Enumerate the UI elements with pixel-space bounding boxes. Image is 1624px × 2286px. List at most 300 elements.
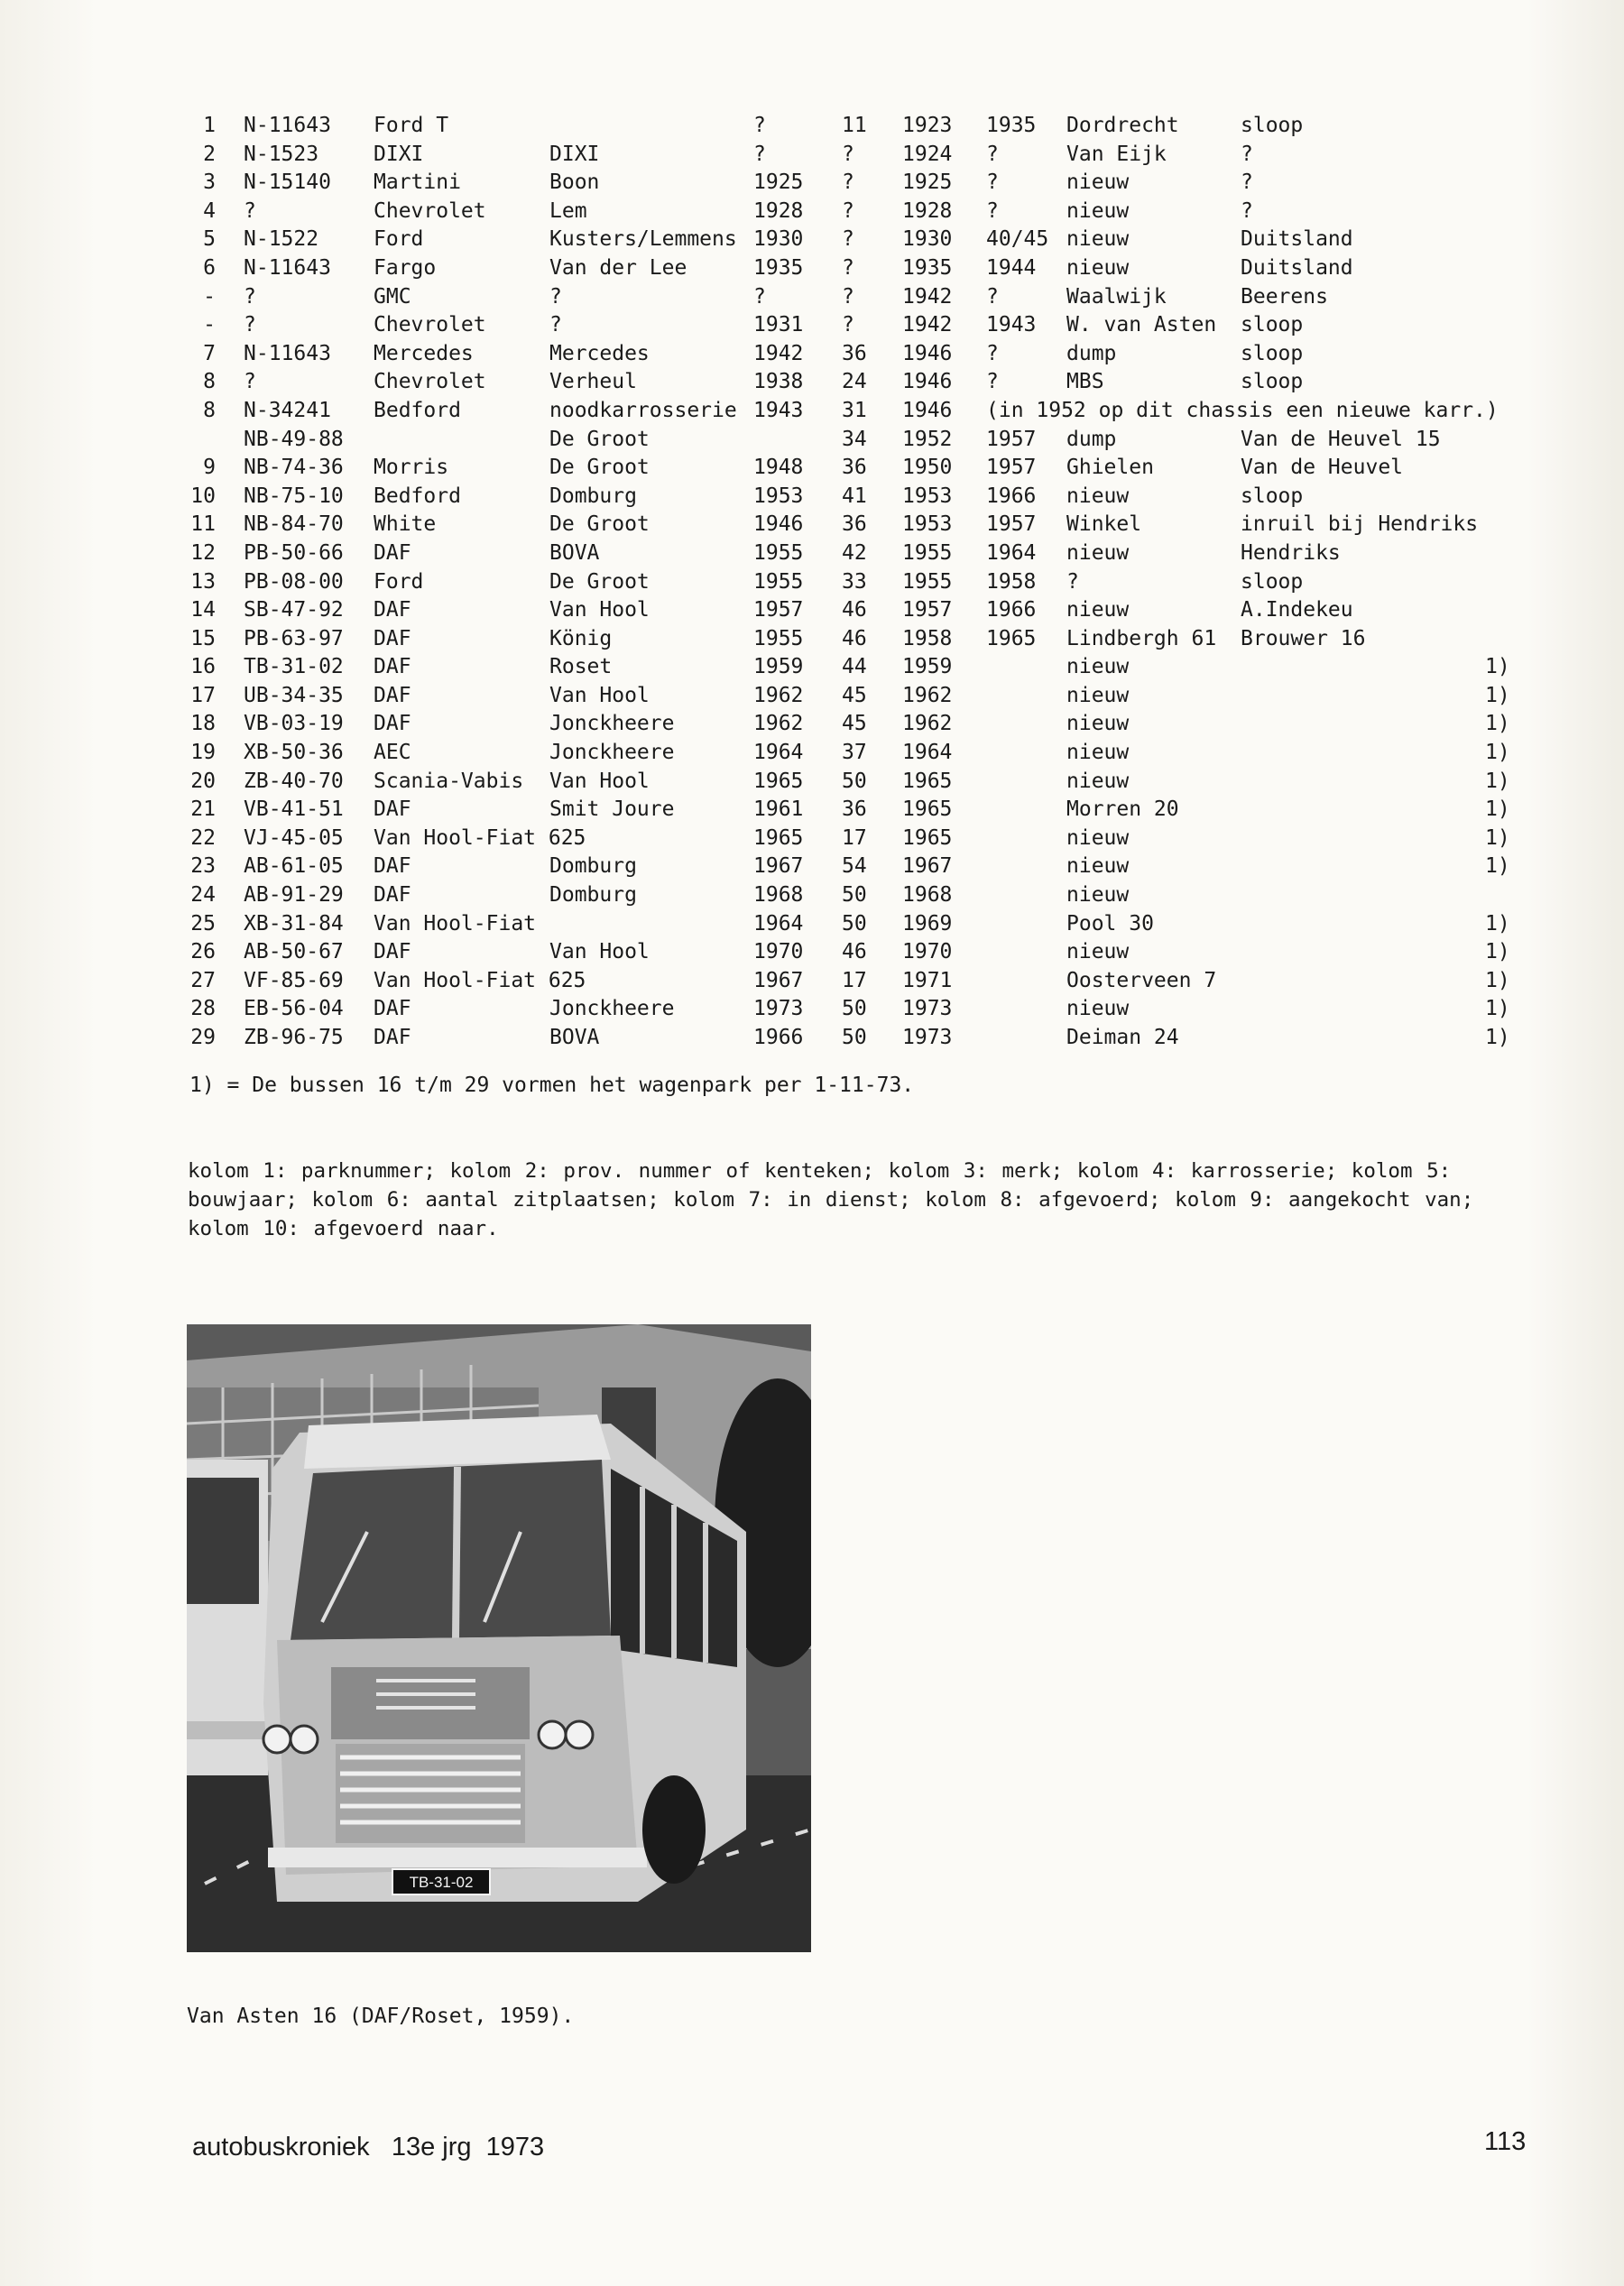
cell-park-number: 20: [190, 769, 216, 793]
cell-make: Van Hool-Fiat: [374, 911, 537, 936]
cell-in-service: 1971: [902, 968, 953, 992]
column-legend: kolom 1: parknummer; kolom 2: prov. nummer of kenteken; kolom 3: merk; kolom 4: karrosserie; kolom 5: bouwjaar; kolom 6: aantal zitplaatsen; kolom 7: in dienst; kolom 8: afgevoerd; kolom 9: aangekocht van; kolom 10: afgevoerd naar.: [188, 1159, 1474, 1240]
cell-coachwork: Domburg: [549, 854, 637, 879]
cell-year-built: ?: [753, 114, 766, 137]
cell-bought-from: dump: [1066, 341, 1117, 365]
cell-park-number: 5: [203, 227, 216, 252]
cell-seats: 36: [842, 456, 867, 480]
footnote-marker: 1): [1485, 997, 1510, 1021]
cell-in-service: 1969: [902, 911, 953, 936]
cell-bought-from: MBS: [1066, 370, 1104, 394]
cell-withdrawn: 1944: [986, 255, 1037, 280]
cell-park-number: 26: [190, 940, 216, 964]
cell-in-service: 1955: [902, 540, 953, 565]
footnote-marker: 1): [1485, 683, 1510, 707]
cell-make: Van Hool-Fiat 625: [374, 825, 586, 850]
cell-make: Bedford: [374, 398, 461, 422]
cell-disposed-to: Van de Heuvel: [1241, 456, 1404, 480]
cell-withdrawn: 1943: [986, 313, 1037, 337]
cell-seats: ?: [842, 227, 854, 252]
cell-year-built: 1943: [753, 398, 804, 422]
cell-registration: N-11643: [244, 341, 331, 365]
cell-disposed-to: sloop: [1241, 484, 1304, 508]
cell-make: DAF: [374, 797, 411, 822]
cell-registration: AB-50-67: [244, 940, 344, 964]
cell-make: DAF: [374, 1026, 411, 1049]
cell-in-service: 1924: [902, 142, 953, 166]
cell-make: GMC: [374, 284, 411, 309]
cell-park-number: 3: [203, 171, 216, 195]
cell-bought-from: nieuw: [1066, 227, 1130, 252]
cell-in-service: 1925: [902, 171, 953, 195]
cell-seats: 31: [842, 398, 867, 422]
cell-in-service: 1935: [902, 255, 953, 280]
cell-year-built: 1964: [753, 741, 804, 765]
cell-seats: 33: [842, 569, 867, 594]
cell-registration: ZB-40-70: [244, 769, 344, 793]
cell-park-number: 14: [190, 598, 216, 622]
cell-make: Martini: [374, 171, 461, 195]
cell-registration: N-1523: [244, 142, 319, 166]
cell-year-built: 1970: [753, 940, 804, 964]
cell-seats: 44: [842, 655, 867, 679]
cell-seats: ?: [842, 142, 854, 166]
cell-park-number: 11: [190, 512, 216, 537]
cell-bought-from: Ghielen: [1066, 456, 1154, 480]
cell-park-number: 10: [190, 484, 216, 508]
cell-park-number: -: [203, 313, 216, 337]
cell-bought-from: nieuw: [1066, 883, 1130, 908]
cell-bought-from: Deiman 24: [1066, 1026, 1179, 1049]
cell-make: DAF: [374, 854, 411, 879]
cell-withdrawn: ?: [986, 142, 999, 166]
cell-seats: 17: [842, 825, 867, 850]
cell-park-number: 8: [203, 370, 216, 394]
cell-registration: ?: [244, 313, 256, 337]
cell-park-number: 8: [203, 398, 216, 422]
cell-coachwork: Verheul: [549, 370, 637, 394]
cell-make: DIXI: [374, 142, 424, 166]
cell-seats: 36: [842, 341, 867, 365]
cell-seats: 17: [842, 968, 867, 992]
cell-seats: 50: [842, 1026, 867, 1049]
cell-make: Scania-Vabis: [374, 769, 524, 793]
footnote-marker: 1): [1485, 769, 1510, 793]
cell-registration: N-15140: [244, 171, 331, 195]
cell-seats: ?: [842, 255, 854, 280]
cell-coachwork: Jonckheere: [549, 712, 675, 736]
cell-disposed-to: Hendriks: [1241, 540, 1341, 565]
cell-bought-from: nieuw: [1066, 255, 1130, 280]
cell-year-built: ?: [753, 142, 766, 166]
cell-bought-from: dump: [1066, 427, 1117, 451]
cell-year-built: 1938: [753, 370, 804, 394]
cell-year-built: 1935: [753, 255, 804, 280]
cell-registration: NB-75-10: [244, 484, 344, 508]
cell-disposed-to: Brouwer 16: [1241, 626, 1366, 650]
cell-year-built: 1955: [753, 540, 804, 565]
cell-park-number: 21: [190, 797, 216, 822]
cell-disposed-to: Duitsland: [1241, 227, 1353, 252]
cell-registration: N-11643: [244, 114, 331, 137]
cell-park-number: 29: [190, 1026, 216, 1049]
cell-registration: UB-34-35: [244, 683, 344, 707]
cell-bought-from: nieuw: [1066, 940, 1130, 964]
cell-park-number: 2: [203, 142, 216, 166]
photo-caption: Van Asten 16 (DAF/Roset, 1959).: [187, 2005, 575, 2028]
cell-year-built: 1973: [753, 997, 804, 1021]
cell-make: AEC: [374, 741, 411, 765]
cell-make: Chevrolet: [374, 370, 486, 394]
cell-bought-from: Lindbergh 61: [1066, 626, 1217, 650]
cell-disposed-to: sloop: [1241, 569, 1304, 594]
cell-bought-from: nieuw: [1066, 598, 1130, 622]
cell-seats: 45: [842, 683, 867, 707]
cell-year-built: 1930: [753, 227, 804, 252]
cell-withdrawn: 1957: [986, 427, 1037, 451]
cell-withdrawn: ?: [986, 284, 999, 309]
cell-withdrawn: 1966: [986, 598, 1037, 622]
cell-park-number: 25: [190, 911, 216, 936]
cell-coachwork: Lem: [549, 198, 587, 223]
cell-year-built: 1967: [753, 968, 804, 992]
cell-seats: 50: [842, 997, 867, 1021]
cell-make: DAF: [374, 626, 411, 650]
cell-year-built: 1925: [753, 171, 804, 195]
cell-seats: 34: [842, 427, 867, 451]
cell-coachwork: BOVA: [549, 1026, 600, 1049]
footnote-marker: 1): [1485, 911, 1510, 936]
cell-coachwork: Van der Lee: [549, 255, 687, 280]
cell-disposed-to: sloop: [1241, 370, 1304, 394]
cell-in-service: 1946: [902, 341, 953, 365]
cell-park-number: 6: [203, 255, 216, 280]
cell-park-number: 4: [203, 198, 216, 223]
cell-registration: PB-08-00: [244, 569, 344, 594]
cell-coachwork: De Groot: [549, 456, 650, 480]
cell-bought-from: Winkel: [1066, 512, 1142, 537]
cell-in-service: 1973: [902, 997, 953, 1021]
cell-in-service: 1955: [902, 569, 953, 594]
cell-registration: XB-50-36: [244, 741, 344, 765]
cell-registration: ?: [244, 284, 256, 309]
cell-park-number: 16: [190, 655, 216, 679]
cell-coachwork: ?: [549, 284, 562, 309]
cell-in-service: 1953: [902, 484, 953, 508]
cell-registration: AB-91-29: [244, 883, 344, 908]
cell-in-service: 1946: [902, 370, 953, 394]
publication-footer: autobuskroniek 13e jrg 1973: [192, 2133, 545, 2162]
cell-in-service: 1973: [902, 1026, 953, 1049]
cell-registration: ?: [244, 370, 256, 394]
cell-coachwork: König: [549, 626, 613, 650]
cell-make: Van Hool-Fiat 625: [374, 968, 586, 992]
cell-bought-from: nieuw: [1066, 171, 1130, 195]
cell-bought-from: nieuw: [1066, 769, 1130, 793]
cell-disposed-to: ?: [1241, 142, 1253, 166]
cell-year-built: 1966: [753, 1026, 804, 1049]
cell-withdrawn: 1957: [986, 456, 1037, 480]
footnote-marker: 1): [1485, 940, 1510, 964]
bus-photo: [187, 1324, 811, 1952]
cell-registration: PB-50-66: [244, 540, 344, 565]
cell-park-number: 22: [190, 825, 216, 850]
cell-seats: 24: [842, 370, 867, 394]
cell-seats: 46: [842, 626, 867, 650]
cell-park-number: 23: [190, 854, 216, 879]
cell-bought-from: nieuw: [1066, 825, 1130, 850]
cell-make: DAF: [374, 883, 411, 908]
cell-registration: PB-63-97: [244, 626, 344, 650]
cell-in-service: 1942: [902, 284, 953, 309]
footnote-marker: 1): [1485, 968, 1510, 992]
cell-bought-from: nieuw: [1066, 484, 1130, 508]
cell-year-built: 1964: [753, 911, 804, 936]
cell-seats: ?: [842, 284, 854, 309]
footnote-marker: 1): [1485, 655, 1510, 679]
footnote: 1) = De bussen 16 t/m 29 vormen het wagenpark per 1-11-73.: [189, 1074, 915, 1097]
cell-registration: NB-74-36: [244, 456, 344, 480]
cell-make: White: [374, 512, 437, 537]
cell-park-number: 27: [190, 968, 216, 992]
footnote-marker: 1): [1485, 797, 1510, 822]
cell-make: Fargo: [374, 255, 437, 280]
cell-park-number: 24: [190, 883, 216, 908]
cell-make: Ford: [374, 227, 424, 252]
cell-in-service: 1958: [902, 626, 953, 650]
cell-in-service: 1952: [902, 427, 953, 451]
cell-coachwork: DIXI: [549, 142, 600, 166]
cell-park-number: -: [203, 284, 216, 309]
cell-make: DAF: [374, 712, 411, 736]
cell-coachwork: Jonckheere: [549, 741, 675, 765]
cell-registration: NB-49-88: [244, 427, 344, 451]
cell-coachwork: De Groot: [549, 512, 650, 537]
cell-park-number: 18: [190, 712, 216, 736]
cell-withdrawn: ?: [986, 370, 999, 394]
cell-registration: ?: [244, 198, 256, 223]
cell-bought-from: nieuw: [1066, 997, 1130, 1021]
cell-year-built: 1931: [753, 313, 804, 337]
cell-in-service: 1942: [902, 313, 953, 337]
cell-in-service: 1930: [902, 227, 953, 252]
cell-withdrawn: 40/45: [986, 227, 1049, 252]
cell-year-built: 1948: [753, 456, 804, 480]
cell-registration: N-11643: [244, 255, 331, 280]
cell-withdrawn: 1966: [986, 484, 1037, 508]
cell-disposed-to: ?: [1241, 171, 1253, 195]
row-remark: (in 1952 op dit chassis een nieuwe karr.): [986, 398, 1499, 422]
cell-in-service: 1953: [902, 512, 953, 537]
cell-withdrawn: 1935: [986, 114, 1037, 137]
cell-bought-from: Van Eijk: [1066, 142, 1167, 166]
cell-seats: 11: [842, 114, 867, 137]
cell-registration: EB-56-04: [244, 997, 344, 1021]
footnote-marker: 1): [1485, 825, 1510, 850]
cell-coachwork: Domburg: [549, 883, 637, 908]
cell-bought-from: nieuw: [1066, 655, 1130, 679]
cell-in-service: 1962: [902, 683, 953, 707]
cell-withdrawn: 1965: [986, 626, 1037, 650]
cell-coachwork: Mercedes: [549, 341, 650, 365]
cell-make: DAF: [374, 598, 411, 622]
cell-coachwork: Kusters/Lemmens: [549, 227, 737, 252]
cell-in-service: 1950: [902, 456, 953, 480]
cell-year-built: ?: [753, 284, 766, 309]
cell-coachwork: Roset: [549, 655, 613, 679]
cell-seats: 50: [842, 769, 867, 793]
cell-bought-from: nieuw: [1066, 712, 1130, 736]
cell-make: Bedford: [374, 484, 461, 508]
cell-park-number: 9: [203, 456, 216, 480]
cell-disposed-to: sloop: [1241, 114, 1304, 137]
cell-year-built: 1946: [753, 512, 804, 537]
cell-coachwork: ?: [549, 313, 562, 337]
cell-make: Ford: [374, 569, 424, 594]
cell-in-service: 1964: [902, 741, 953, 765]
cell-in-service: 1957: [902, 598, 953, 622]
cell-coachwork: De Groot: [549, 569, 650, 594]
cell-make: DAF: [374, 997, 411, 1021]
cell-disposed-to: ?: [1241, 198, 1253, 223]
cell-seats: 37: [842, 741, 867, 765]
cell-coachwork: Van Hool: [549, 683, 650, 707]
page-number: 113: [1484, 2127, 1527, 2156]
cell-registration: VB-41-51: [244, 797, 344, 822]
cell-withdrawn: ?: [986, 198, 999, 223]
cell-in-service: 1928: [902, 198, 953, 223]
cell-year-built: 1928: [753, 198, 804, 223]
cell-seats: ?: [842, 198, 854, 223]
cell-year-built: 1957: [753, 598, 804, 622]
cell-registration: N-34241: [244, 398, 331, 422]
cell-park-number: 12: [190, 540, 216, 565]
cell-park-number: 7: [203, 341, 216, 365]
cell-coachwork: Van Hool: [549, 769, 650, 793]
cell-coachwork: Smit Joure: [549, 797, 675, 822]
cell-withdrawn: 1958: [986, 569, 1037, 594]
cell-make: DAF: [374, 683, 411, 707]
cell-make: Mercedes: [374, 341, 474, 365]
cell-in-service: 1962: [902, 712, 953, 736]
cell-make: DAF: [374, 655, 411, 679]
cell-seats: 54: [842, 854, 867, 879]
cell-withdrawn: ?: [986, 341, 999, 365]
cell-registration: N-1522: [244, 227, 319, 252]
cell-registration: XB-31-84: [244, 911, 344, 936]
cell-registration: VF-85-69: [244, 968, 344, 992]
cell-disposed-to: Beerens: [1241, 284, 1328, 309]
cell-coachwork: Boon: [549, 171, 600, 195]
cell-disposed-to: inruil bij Hendriks: [1241, 512, 1479, 537]
cell-bought-from: nieuw: [1066, 854, 1130, 879]
cell-park-number: 1: [203, 114, 216, 137]
cell-bought-from: W. van Asten: [1066, 313, 1217, 337]
cell-disposed-to: sloop: [1241, 341, 1304, 365]
cell-seats: 50: [842, 883, 867, 908]
cell-seats: 42: [842, 540, 867, 565]
cell-disposed-to: A.Indekeu: [1241, 598, 1353, 622]
cell-year-built: 1955: [753, 569, 804, 594]
cell-coachwork: Van Hool: [549, 598, 650, 622]
cell-withdrawn: 1964: [986, 540, 1037, 565]
cell-coachwork: Jonckheere: [549, 997, 675, 1021]
cell-park-number: 17: [190, 683, 216, 707]
cell-in-service: 1965: [902, 797, 953, 822]
cell-disposed-to: Van de Heuvel 15: [1241, 427, 1441, 451]
cell-in-service: 1965: [902, 769, 953, 793]
cell-disposed-to: sloop: [1241, 313, 1304, 337]
cell-park-number: 19: [190, 741, 216, 765]
cell-park-number: 13: [190, 569, 216, 594]
cell-make: DAF: [374, 940, 411, 964]
cell-in-service: 1923: [902, 114, 953, 137]
cell-in-service: 1959: [902, 655, 953, 679]
cell-coachwork: BOVA: [549, 540, 600, 565]
cell-in-service: 1968: [902, 883, 953, 908]
cell-bought-from: nieuw: [1066, 198, 1130, 223]
cell-year-built: 1955: [753, 626, 804, 650]
cell-in-service: 1965: [902, 825, 953, 850]
cell-coachwork: De Groot: [549, 427, 650, 451]
cell-year-built: 1961: [753, 797, 804, 822]
cell-bought-from: Morren 20: [1066, 797, 1179, 822]
cell-bought-from: Pool 30: [1066, 911, 1154, 936]
cell-withdrawn: ?: [986, 171, 999, 195]
footnote-marker: 1): [1485, 741, 1510, 765]
cell-seats: 36: [842, 512, 867, 537]
cell-registration: NB-84-70: [244, 512, 344, 537]
cell-bought-from: nieuw: [1066, 540, 1130, 565]
cell-in-service: 1967: [902, 854, 953, 879]
footnote-marker: 1): [1485, 712, 1510, 736]
cell-seats: 46: [842, 598, 867, 622]
cell-make: Ford T: [374, 114, 449, 137]
cell-year-built: 1962: [753, 683, 804, 707]
cell-coachwork: Domburg: [549, 484, 637, 508]
cell-disposed-to: Duitsland: [1241, 255, 1353, 280]
cell-bought-from: nieuw: [1066, 741, 1130, 765]
license-plate: TB-31-02: [409, 1874, 474, 1891]
cell-seats: ?: [842, 313, 854, 337]
cell-make: Chevrolet: [374, 313, 486, 337]
cell-year-built: 1968: [753, 883, 804, 908]
footnote-marker: 1): [1485, 854, 1510, 879]
cell-coachwork: Van Hool: [549, 940, 650, 964]
cell-year-built: 1967: [753, 854, 804, 879]
cell-registration: TB-31-02: [244, 655, 344, 679]
cell-bought-from: Oosterveen 7: [1066, 968, 1217, 992]
cell-coachwork: noodkarrosserie: [549, 398, 737, 422]
cell-park-number: 15: [190, 626, 216, 650]
cell-registration: VB-03-19: [244, 712, 344, 736]
cell-seats: 50: [842, 911, 867, 936]
cell-make: Chevrolet: [374, 198, 486, 223]
cell-seats: ?: [842, 171, 854, 195]
cell-in-service: 1970: [902, 940, 953, 964]
cell-in-service: 1946: [902, 398, 953, 422]
cell-seats: 41: [842, 484, 867, 508]
cell-registration: SB-47-92: [244, 598, 344, 622]
cell-registration: VJ-45-05: [244, 825, 344, 850]
cell-bought-from: Dordrecht: [1066, 114, 1179, 137]
cell-seats: 45: [842, 712, 867, 736]
cell-make: Morris: [374, 456, 449, 480]
cell-year-built: 1942: [753, 341, 804, 365]
cell-bought-from: Waalwijk: [1066, 284, 1167, 309]
cell-make: DAF: [374, 540, 411, 565]
cell-registration: AB-61-05: [244, 854, 344, 879]
